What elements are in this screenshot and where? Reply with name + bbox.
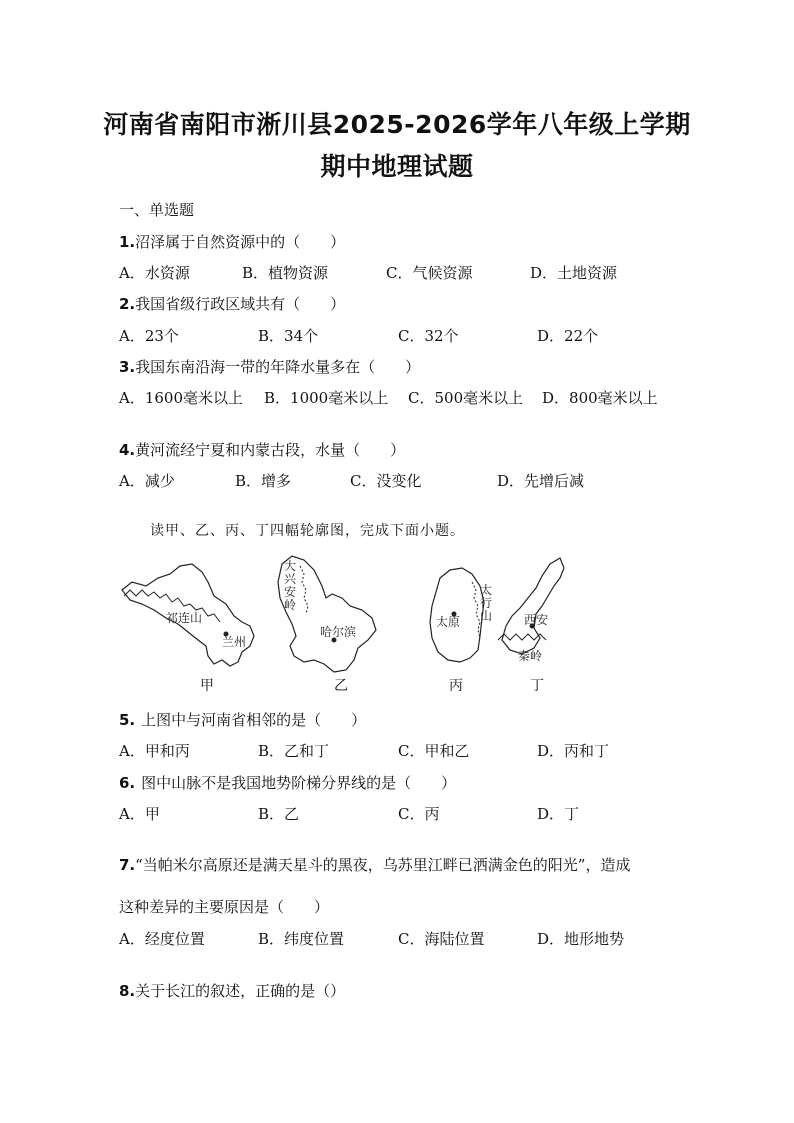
page-title-line-1: 河南省南阳市淅川县2025-2026学年八年级上学期 [103, 110, 691, 139]
question-text: 我国省级行政区域共有（ ） [135, 295, 346, 313]
q4-option-b[interactable]: B．增多 [235, 472, 292, 490]
q3-option-a[interactable]: A．1600毫米以上 [119, 389, 244, 407]
question-text: 我国东南沿海一带的年降水量多在（ ） [135, 358, 421, 376]
q2-option-b[interactable]: B．34个 [258, 327, 319, 345]
bing-mountain-char-2: 行 [480, 596, 493, 610]
daxinganling-range [300, 566, 308, 614]
question-number: 2. [119, 295, 136, 313]
yi-mountain-char-4: 岭 [284, 598, 297, 612]
q2-option-a[interactable]: A．23个 [119, 327, 179, 345]
question-number: 5. [119, 711, 136, 729]
q4-option-d[interactable]: D．先增后减 [497, 472, 585, 490]
q7-option-b[interactable]: B．纬度位置 [258, 930, 345, 948]
q3-option-d[interactable]: D．800毫米以上 [542, 389, 658, 407]
q7-option-d[interactable]: D．地形地势 [537, 930, 625, 948]
question-number: 6. [119, 774, 136, 792]
taihang-mountain-range [472, 582, 480, 638]
panel-label-ding: 丁 [530, 678, 544, 694]
map-intro-text: 读甲、乙、丙、丁四幅轮廓图，完成下面小题。 [150, 523, 465, 539]
question-text: 沼泽属于自然资源中的（ ） [135, 233, 346, 251]
jia-mountain-label: 祁连山 [166, 611, 203, 625]
question-4 [119, 439, 405, 460]
map-jia [122, 564, 254, 666]
question-text: 关于长江的叙述，正确的是（） [135, 982, 346, 1000]
question-2 [119, 293, 345, 314]
q2-option-c[interactable]: C．32个 [398, 327, 459, 345]
page-title-line-2: 期中地理试题 [320, 152, 474, 181]
bing-mountain-char-1: 太 [480, 583, 493, 597]
q6-option-b[interactable]: B．乙 [258, 805, 300, 823]
question-5 [119, 709, 366, 730]
question-7-continued: 这种差异的主要原因是（ ） [119, 898, 330, 916]
q2-option-d[interactable]: D．22个 [537, 327, 599, 345]
q7-option-a[interactable]: A．经度位置 [119, 930, 205, 948]
q1-option-c[interactable]: C．气候资源 [386, 264, 473, 282]
question-3 [119, 356, 420, 377]
question-number: 7. [119, 856, 136, 874]
question-text: “当帕米尔高原还是满天星斗的黑夜，乌苏里江畔已洒满金色的阳光”，造成 [135, 856, 631, 874]
map-ding [498, 558, 564, 663]
q6-option-c[interactable]: C．丙 [398, 805, 440, 823]
question-number: 1. [119, 233, 136, 251]
section-heading: 一、单选题 [119, 201, 195, 219]
ding-city-label: 西安 [524, 613, 549, 627]
q6-option-a[interactable]: A．甲 [119, 805, 160, 823]
panel-label-bing: 丙 [449, 678, 463, 694]
question-7 [119, 854, 630, 875]
q5-option-b[interactable]: B．乙和丁 [258, 742, 330, 760]
q1-option-d[interactable]: D．土地资源 [530, 264, 618, 282]
q3-option-c[interactable]: C．500毫米以上 [408, 389, 524, 407]
q5-option-a[interactable]: A．甲和丙 [119, 742, 190, 760]
bing-city-label: 太原 [436, 615, 461, 629]
q4-option-c[interactable]: C．没变化 [350, 472, 422, 490]
ding-mountain-label: 秦岭 [518, 649, 543, 663]
panel-label-yi: 乙 [334, 678, 348, 694]
question-text: 上图中与河南省相邻的是（ ） [141, 711, 367, 729]
q3-option-b[interactable]: B．1000毫米以上 [264, 389, 389, 407]
q5-option-d[interactable]: D．丙和丁 [537, 742, 610, 760]
q6-option-d[interactable]: D．丁 [537, 805, 580, 823]
question-8 [119, 980, 345, 1001]
jia-city-label: 兰州 [222, 635, 247, 649]
province-outline-maps [118, 552, 578, 677]
question-number: 8. [119, 982, 136, 1000]
question-text: 黄河流经宁夏和内蒙古段，水量（ ） [135, 441, 406, 459]
question-1 [119, 231, 345, 252]
yi-mountain-char-1: 大 [284, 559, 297, 573]
question-number: 3. [119, 358, 136, 376]
question-number: 4. [119, 441, 136, 459]
q4-option-a[interactable]: A．减少 [119, 472, 175, 490]
bing-mountain-char-3: 山 [480, 609, 493, 623]
q1-option-b[interactable]: B．植物资源 [242, 264, 329, 282]
map-bing [430, 568, 492, 662]
q5-option-c[interactable]: C．甲和乙 [398, 742, 470, 760]
q7-option-c[interactable]: C．海陆位置 [398, 930, 485, 948]
yi-mountain-char-3: 安 [284, 585, 297, 599]
q1-option-a[interactable]: A．水资源 [119, 264, 190, 282]
yi-mountain-char-2: 兴 [284, 572, 297, 586]
panel-label-jia: 甲 [200, 678, 214, 694]
question-text: 图中山脉不是我国地势阶梯分界线的是（ ） [141, 774, 457, 792]
map-yi [278, 556, 376, 672]
question-6 [119, 772, 456, 793]
yi-city-label: 哈尔滨 [320, 625, 357, 639]
